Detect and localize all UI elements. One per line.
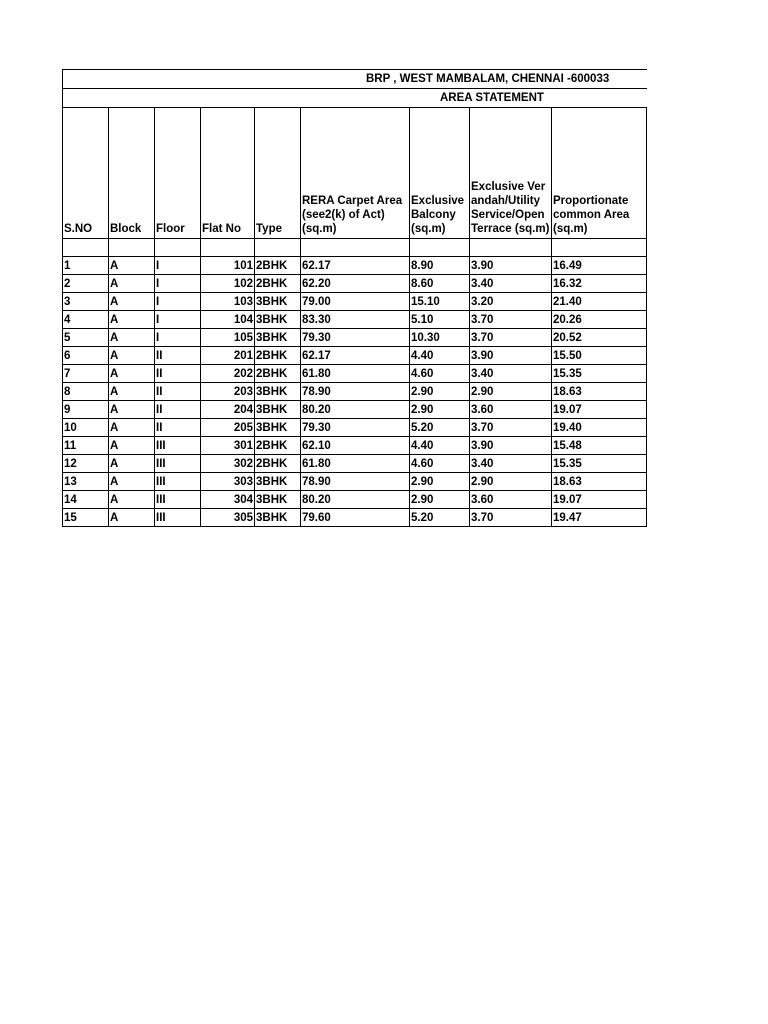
header-row xyxy=(63,108,647,239)
rera-carpet-area-cell: 80.20 xyxy=(301,401,410,419)
common-area-cell: 15.48 xyxy=(552,437,647,455)
verandah-cell: 3.70 xyxy=(470,509,552,527)
table-row xyxy=(63,509,647,527)
table-row xyxy=(63,491,647,509)
common-area-cell: 19.07 xyxy=(552,491,647,509)
flat-no-cell: 102 xyxy=(201,275,255,293)
rera-carpet-area-cell: 62.17 xyxy=(301,257,410,275)
flat-no-cell: 101 xyxy=(201,257,255,275)
table-row xyxy=(63,383,647,401)
sno-cell: 3 xyxy=(63,293,109,311)
verandah-cell: 3.60 xyxy=(470,491,552,509)
block-cell: A xyxy=(109,275,155,293)
table-row xyxy=(63,401,647,419)
header-rera-carpet-area: RERA Carpet Area (see2(k) of Act) (sq.m) xyxy=(301,108,410,239)
rera-carpet-area-cell: 78.90 xyxy=(301,383,410,401)
common-area-cell: 20.26 xyxy=(552,311,647,329)
balcony-cell: 5.10 xyxy=(410,311,470,329)
table-row xyxy=(63,473,647,491)
sno-cell: 6 xyxy=(63,347,109,365)
common-area-cell: 18.63 xyxy=(552,383,647,401)
balcony-cell: 2.90 xyxy=(410,401,470,419)
verandah-cell: 3.90 xyxy=(470,257,552,275)
type-cell: 2BHK xyxy=(255,437,301,455)
rera-carpet-area-cell: 79.30 xyxy=(301,419,410,437)
type-cell: 3BHK xyxy=(255,311,301,329)
common-area-cell: 20.52 xyxy=(552,329,647,347)
flat-no-cell: 303 xyxy=(201,473,255,491)
balcony-cell: 4.60 xyxy=(410,455,470,473)
table-row xyxy=(63,437,647,455)
balcony-cell: 4.40 xyxy=(410,437,470,455)
floor-cell: II xyxy=(155,365,201,383)
title-cell xyxy=(63,70,647,89)
header-exclusive-verandah: Exclusive Verandah/Utility Service/Open Terrace (sq.m) xyxy=(470,108,552,239)
verandah-cell: 3.60 xyxy=(470,401,552,419)
block-cell: A xyxy=(109,293,155,311)
rera-carpet-area-cell: 61.80 xyxy=(301,365,410,383)
table-row xyxy=(63,275,647,293)
header-proportionate-common-area: Proportionate common Area (sq.m) xyxy=(552,108,647,239)
floor-cell: III xyxy=(155,437,201,455)
block-cell: A xyxy=(109,329,155,347)
type-cell: 3BHK xyxy=(255,509,301,527)
flat-no-cell: 205 xyxy=(201,419,255,437)
header-flat-no: Flat No xyxy=(201,108,255,239)
table-row xyxy=(63,329,647,347)
balcony-cell: 15.10 xyxy=(410,293,470,311)
common-area-cell: 15.35 xyxy=(552,455,647,473)
verandah-cell: 3.90 xyxy=(470,347,552,365)
floor-cell: II xyxy=(155,383,201,401)
common-area-cell: 16.49 xyxy=(552,257,647,275)
verandah-cell: 3.70 xyxy=(470,419,552,437)
table-row xyxy=(63,455,647,473)
balcony-cell: 10.30 xyxy=(410,329,470,347)
title-row xyxy=(63,70,647,89)
rera-carpet-area-cell: 80.20 xyxy=(301,491,410,509)
table-row xyxy=(63,293,647,311)
flat-no-cell: 305 xyxy=(201,509,255,527)
area-statement-table xyxy=(62,69,647,527)
flat-no-cell: 203 xyxy=(201,383,255,401)
verandah-cell: 3.40 xyxy=(470,275,552,293)
verandah-cell: 3.90 xyxy=(470,437,552,455)
block-cell: A xyxy=(109,473,155,491)
sno-cell: 9 xyxy=(63,401,109,419)
subtitle-row xyxy=(63,89,647,108)
block-cell: A xyxy=(109,257,155,275)
sno-cell: 2 xyxy=(63,275,109,293)
rera-carpet-area-cell: 78.90 xyxy=(301,473,410,491)
flat-no-cell: 103 xyxy=(201,293,255,311)
header-type: Type xyxy=(255,108,301,239)
sno-cell: 4 xyxy=(63,311,109,329)
flat-no-cell: 301 xyxy=(201,437,255,455)
type-cell: 3BHK xyxy=(255,293,301,311)
type-cell: 3BHK xyxy=(255,491,301,509)
sno-cell: 10 xyxy=(63,419,109,437)
type-cell: 3BHK xyxy=(255,473,301,491)
type-cell: 2BHK xyxy=(255,347,301,365)
header-sno: S.NO xyxy=(63,108,109,239)
floor-cell: III xyxy=(155,491,201,509)
balcony-cell: 8.90 xyxy=(410,257,470,275)
sno-cell: 14 xyxy=(63,491,109,509)
rera-carpet-area-cell: 62.10 xyxy=(301,437,410,455)
block-cell: A xyxy=(109,437,155,455)
table-row xyxy=(63,347,647,365)
rera-carpet-area-cell: 62.17 xyxy=(301,347,410,365)
balcony-cell: 5.20 xyxy=(410,419,470,437)
flat-no-cell: 104 xyxy=(201,311,255,329)
floor-cell: II xyxy=(155,347,201,365)
floor-cell: I xyxy=(155,257,201,275)
flat-no-cell: 302 xyxy=(201,455,255,473)
floor-cell: III xyxy=(155,509,201,527)
floor-cell: III xyxy=(155,473,201,491)
sheet-title: BRP , WEST MAMBALAM, CHENNAI -600033 xyxy=(366,73,610,85)
balcony-cell: 4.40 xyxy=(410,347,470,365)
floor-cell: III xyxy=(155,455,201,473)
verandah-cell: 3.40 xyxy=(470,365,552,383)
flat-no-cell: 105 xyxy=(201,329,255,347)
type-cell: 3BHK xyxy=(255,419,301,437)
blank-row xyxy=(63,239,647,257)
block-cell: A xyxy=(109,419,155,437)
floor-cell: I xyxy=(155,275,201,293)
subtitle-cell xyxy=(63,89,647,108)
common-area-cell: 19.47 xyxy=(552,509,647,527)
table-row xyxy=(63,419,647,437)
balcony-cell: 2.90 xyxy=(410,491,470,509)
table-row xyxy=(63,365,647,383)
floor-cell: I xyxy=(155,329,201,347)
flat-no-cell: 201 xyxy=(201,347,255,365)
flat-no-cell: 304 xyxy=(201,491,255,509)
verandah-cell: 3.70 xyxy=(470,311,552,329)
type-cell: 3BHK xyxy=(255,401,301,419)
block-cell: A xyxy=(109,365,155,383)
floor-cell: II xyxy=(155,419,201,437)
rera-carpet-area-cell: 79.30 xyxy=(301,329,410,347)
type-cell: 2BHK xyxy=(255,365,301,383)
rera-carpet-area-cell: 61.80 xyxy=(301,455,410,473)
verandah-cell: 2.90 xyxy=(470,383,552,401)
balcony-cell: 2.90 xyxy=(410,473,470,491)
verandah-cell: 3.70 xyxy=(470,329,552,347)
rera-carpet-area-cell: 79.60 xyxy=(301,509,410,527)
common-area-cell: 16.32 xyxy=(552,275,647,293)
sno-cell: 7 xyxy=(63,365,109,383)
verandah-cell: 3.40 xyxy=(470,455,552,473)
sheet-subtitle: AREA STATEMENT xyxy=(440,92,544,104)
header-floor: Floor xyxy=(155,108,201,239)
common-area-cell: 19.07 xyxy=(552,401,647,419)
common-area-cell: 18.63 xyxy=(552,473,647,491)
verandah-cell: 3.20 xyxy=(470,293,552,311)
type-cell: 3BHK xyxy=(255,329,301,347)
block-cell: A xyxy=(109,455,155,473)
balcony-cell: 4.60 xyxy=(410,365,470,383)
block-cell: A xyxy=(109,401,155,419)
header-exclusive-balcony: Exclusive Balcony (sq.m) xyxy=(410,108,470,239)
type-cell: 2BHK xyxy=(255,257,301,275)
sno-cell: 1 xyxy=(63,257,109,275)
balcony-cell: 5.20 xyxy=(410,509,470,527)
sno-cell: 13 xyxy=(63,473,109,491)
common-area-cell: 15.35 xyxy=(552,365,647,383)
rera-carpet-area-cell: 83.30 xyxy=(301,311,410,329)
rera-carpet-area-cell: 62.20 xyxy=(301,275,410,293)
floor-cell: I xyxy=(155,311,201,329)
table-row xyxy=(63,257,647,275)
floor-cell: II xyxy=(155,401,201,419)
sno-cell: 8 xyxy=(63,383,109,401)
floor-cell: I xyxy=(155,293,201,311)
type-cell: 2BHK xyxy=(255,275,301,293)
block-cell: A xyxy=(109,347,155,365)
sno-cell: 11 xyxy=(63,437,109,455)
flat-no-cell: 202 xyxy=(201,365,255,383)
header-block: Block xyxy=(109,108,155,239)
balcony-cell: 8.60 xyxy=(410,275,470,293)
block-cell: A xyxy=(109,491,155,509)
common-area-cell: 15.50 xyxy=(552,347,647,365)
common-area-cell: 21.40 xyxy=(552,293,647,311)
balcony-cell: 2.90 xyxy=(410,383,470,401)
type-cell: 3BHK xyxy=(255,383,301,401)
block-cell: A xyxy=(109,509,155,527)
block-cell: A xyxy=(109,383,155,401)
common-area-cell: 19.40 xyxy=(552,419,647,437)
table-row xyxy=(63,311,647,329)
verandah-cell: 2.90 xyxy=(470,473,552,491)
sno-cell: 15 xyxy=(63,509,109,527)
type-cell: 2BHK xyxy=(255,455,301,473)
rera-carpet-area-cell: 79.00 xyxy=(301,293,410,311)
flat-no-cell: 204 xyxy=(201,401,255,419)
block-cell: A xyxy=(109,311,155,329)
sno-cell: 12 xyxy=(63,455,109,473)
sno-cell: 5 xyxy=(63,329,109,347)
